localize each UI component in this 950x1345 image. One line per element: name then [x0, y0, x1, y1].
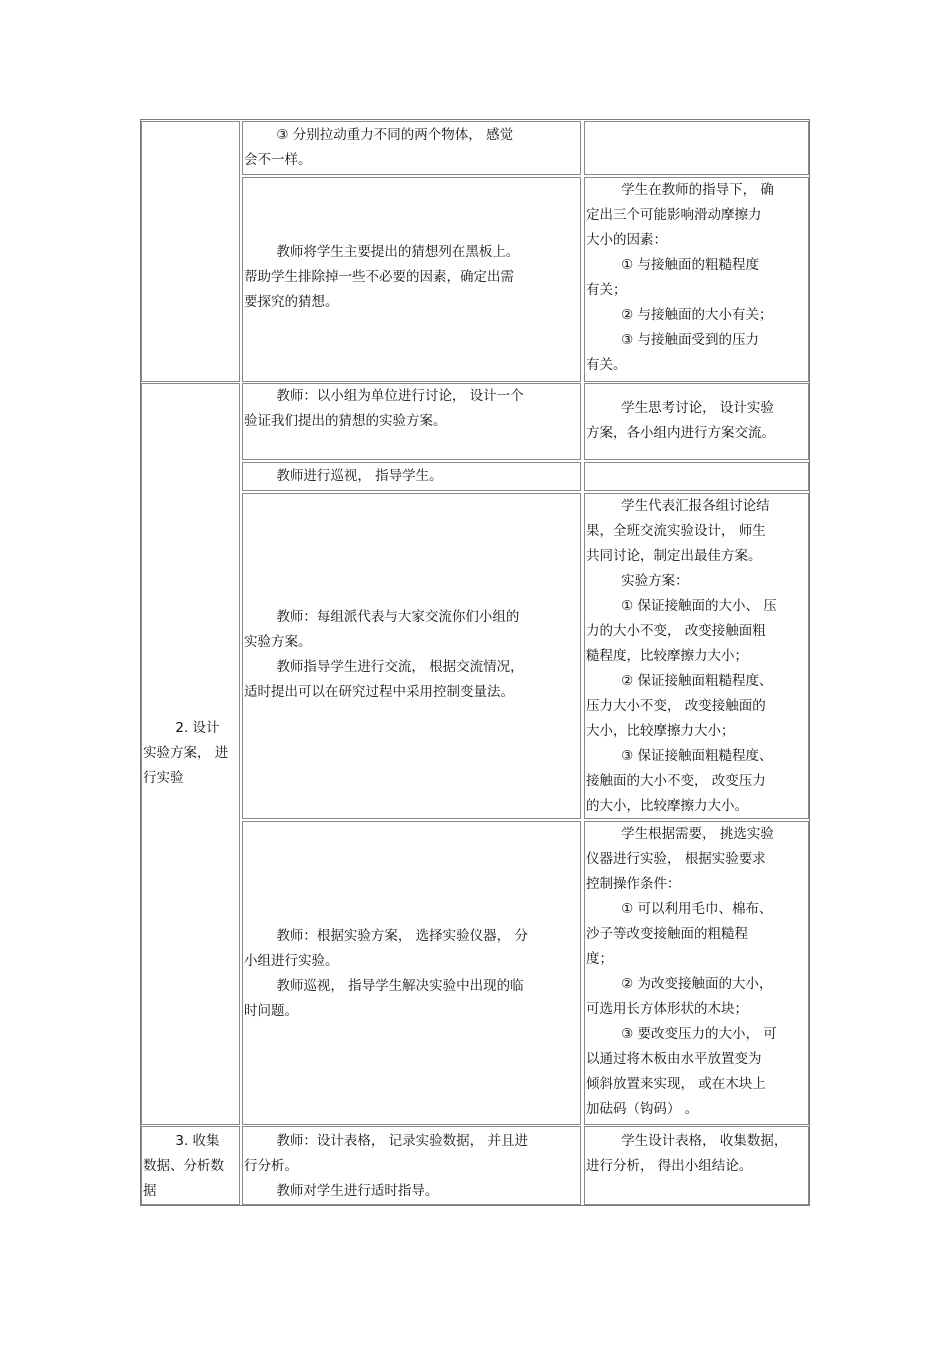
- teacher-line: 教师进行巡视， 指导学生。: [276, 468, 443, 484]
- teacher-line: 会不一样。: [244, 152, 312, 168]
- student-line: 定出三个可能影响滑动摩擦力: [586, 207, 762, 223]
- student-line: ② 保证接触面粗糙程度、: [621, 673, 773, 689]
- student-line: 沙子等改变接触面的粗糙程: [586, 926, 748, 942]
- teacher-line: 小组进行实验。: [244, 953, 339, 969]
- student-line: ② 为改变接触面的大小，: [621, 976, 773, 992]
- teacher-line: 行分析。: [244, 1158, 298, 1174]
- student-line: ① 与接触面的粗糙程度: [621, 257, 759, 273]
- student-line: 的大小，比较摩擦力大小。: [586, 798, 748, 814]
- teacher-line: 时问题。: [244, 1003, 298, 1019]
- student-line: 有关；: [586, 282, 627, 298]
- student-cell: [584, 821, 809, 1125]
- student-line: 仪器进行实验， 根据实验要求: [586, 851, 766, 867]
- teacher-line: 教师：以小组为单位进行讨论， 设计一个: [276, 388, 524, 404]
- student-line: ② 与接触面的大小有关；: [621, 307, 773, 323]
- teacher-line: 实验方案。: [244, 634, 312, 650]
- student-line: 学生设计表格， 收集数据，: [621, 1133, 788, 1149]
- student-line: 力的大小不变， 改变接触面粗: [586, 623, 766, 639]
- stage-line: 数据、分析数: [143, 1158, 224, 1174]
- student-line: ① 保证接触面的大小、 压: [621, 598, 777, 614]
- teacher-line: 帮助学生排除掉一些不必要的因素，确定出需: [244, 269, 514, 285]
- student-line: 糙程度，比较摩擦力大小；: [586, 648, 748, 664]
- student-cell: [584, 462, 809, 491]
- teacher-cell: [242, 1126, 581, 1205]
- teacher-cell: [242, 821, 581, 1125]
- stage-line: 据: [143, 1183, 157, 1199]
- student-line: 进行分析， 得出小组结论。: [586, 1158, 753, 1174]
- student-line: 控制操作条件：: [586, 876, 681, 892]
- student-line: 加砝码（钩码） 。: [586, 1101, 699, 1117]
- teacher-line: 验证我们提出的猜想的实验方案。: [244, 413, 447, 429]
- teacher-line: 教师：根据实验方案， 选择实验仪器， 分: [276, 928, 528, 944]
- lesson-table: [140, 119, 810, 1206]
- student-line: 学生在教师的指导下， 确: [621, 182, 774, 198]
- stage-cell-collect: [141, 1126, 240, 1205]
- teacher-line: 适时提出可以在研究过程中采用控制变量法。: [244, 684, 514, 700]
- teacher-line: 教师巡视， 指导学生解决实验中出现的临: [276, 978, 524, 994]
- student-line: 方案，各小组内进行方案交流。: [586, 425, 775, 441]
- student-line: ③ 保证接触面粗糙程度、: [621, 748, 773, 764]
- teacher-line: 要探究的猜想。: [244, 294, 339, 310]
- student-line: ③ 要改变压力的大小， 可: [621, 1026, 777, 1042]
- student-cell: [584, 121, 809, 175]
- teacher-cell: [242, 462, 581, 491]
- student-line: 果，全班交流实验设计， 师生: [586, 523, 766, 539]
- student-line: 大小，比较摩擦力大小；: [586, 723, 735, 739]
- student-line: 大小的因素：: [586, 232, 667, 248]
- stage-line: 行实验: [143, 770, 184, 786]
- stage-line: 3. 收集: [175, 1133, 220, 1149]
- student-line: 共同讨论，制定出最佳方案。: [586, 548, 762, 564]
- teacher-cell: [242, 121, 581, 175]
- student-line: 接触面的大小不变， 改变压力: [586, 773, 766, 789]
- stage-line: 2. 设计: [175, 720, 220, 736]
- teacher-cell: [242, 493, 581, 819]
- student-cell: [584, 1126, 809, 1205]
- stage-cell-continued: [141, 121, 240, 382]
- student-line: 压力大小不变， 改变接触面的: [586, 698, 766, 714]
- student-line: ③ 与接触面受到的压力: [621, 332, 759, 348]
- student-line: 学生根据需要， 挑选实验: [621, 826, 774, 842]
- student-line: 以通过将木板由水平放置变为: [586, 1051, 762, 1067]
- student-line: 有关。: [586, 357, 627, 373]
- teacher-line: 教师：每组派代表与大家交流你们小组的: [276, 609, 520, 625]
- teacher-line: 教师将学生主要提出的猜想列在黑板上。: [276, 244, 520, 260]
- teacher-line: ③ 分别拉动重力不同的两个物体， 感觉: [276, 127, 514, 143]
- teacher-cell: [242, 177, 581, 382]
- student-line: ① 可以利用毛巾、棉布、: [621, 901, 773, 917]
- teacher-line: 教师：设计表格， 记录实验数据， 并且进: [276, 1133, 528, 1149]
- student-line: 实验方案：: [621, 573, 689, 589]
- student-line: 可选用长方体形状的木块；: [586, 1001, 748, 1017]
- teacher-cell: [242, 383, 581, 460]
- stage-cell-design: [141, 383, 240, 1125]
- student-line: 学生代表汇报各组讨论结: [621, 498, 770, 514]
- student-line: 学生思考讨论， 设计实验: [621, 400, 774, 416]
- teacher-line: 教师指导学生进行交流， 根据交流情况，: [276, 659, 524, 675]
- student-line: 度；: [586, 951, 613, 967]
- student-cell: [584, 493, 809, 819]
- stage-line: 实验方案， 进: [143, 745, 229, 761]
- student-cell: [584, 383, 809, 460]
- teacher-line: 教师对学生进行适时指导。: [276, 1183, 439, 1199]
- student-line: 倾斜放置来实现， 或在木块上: [586, 1076, 766, 1092]
- student-cell: [584, 177, 809, 382]
